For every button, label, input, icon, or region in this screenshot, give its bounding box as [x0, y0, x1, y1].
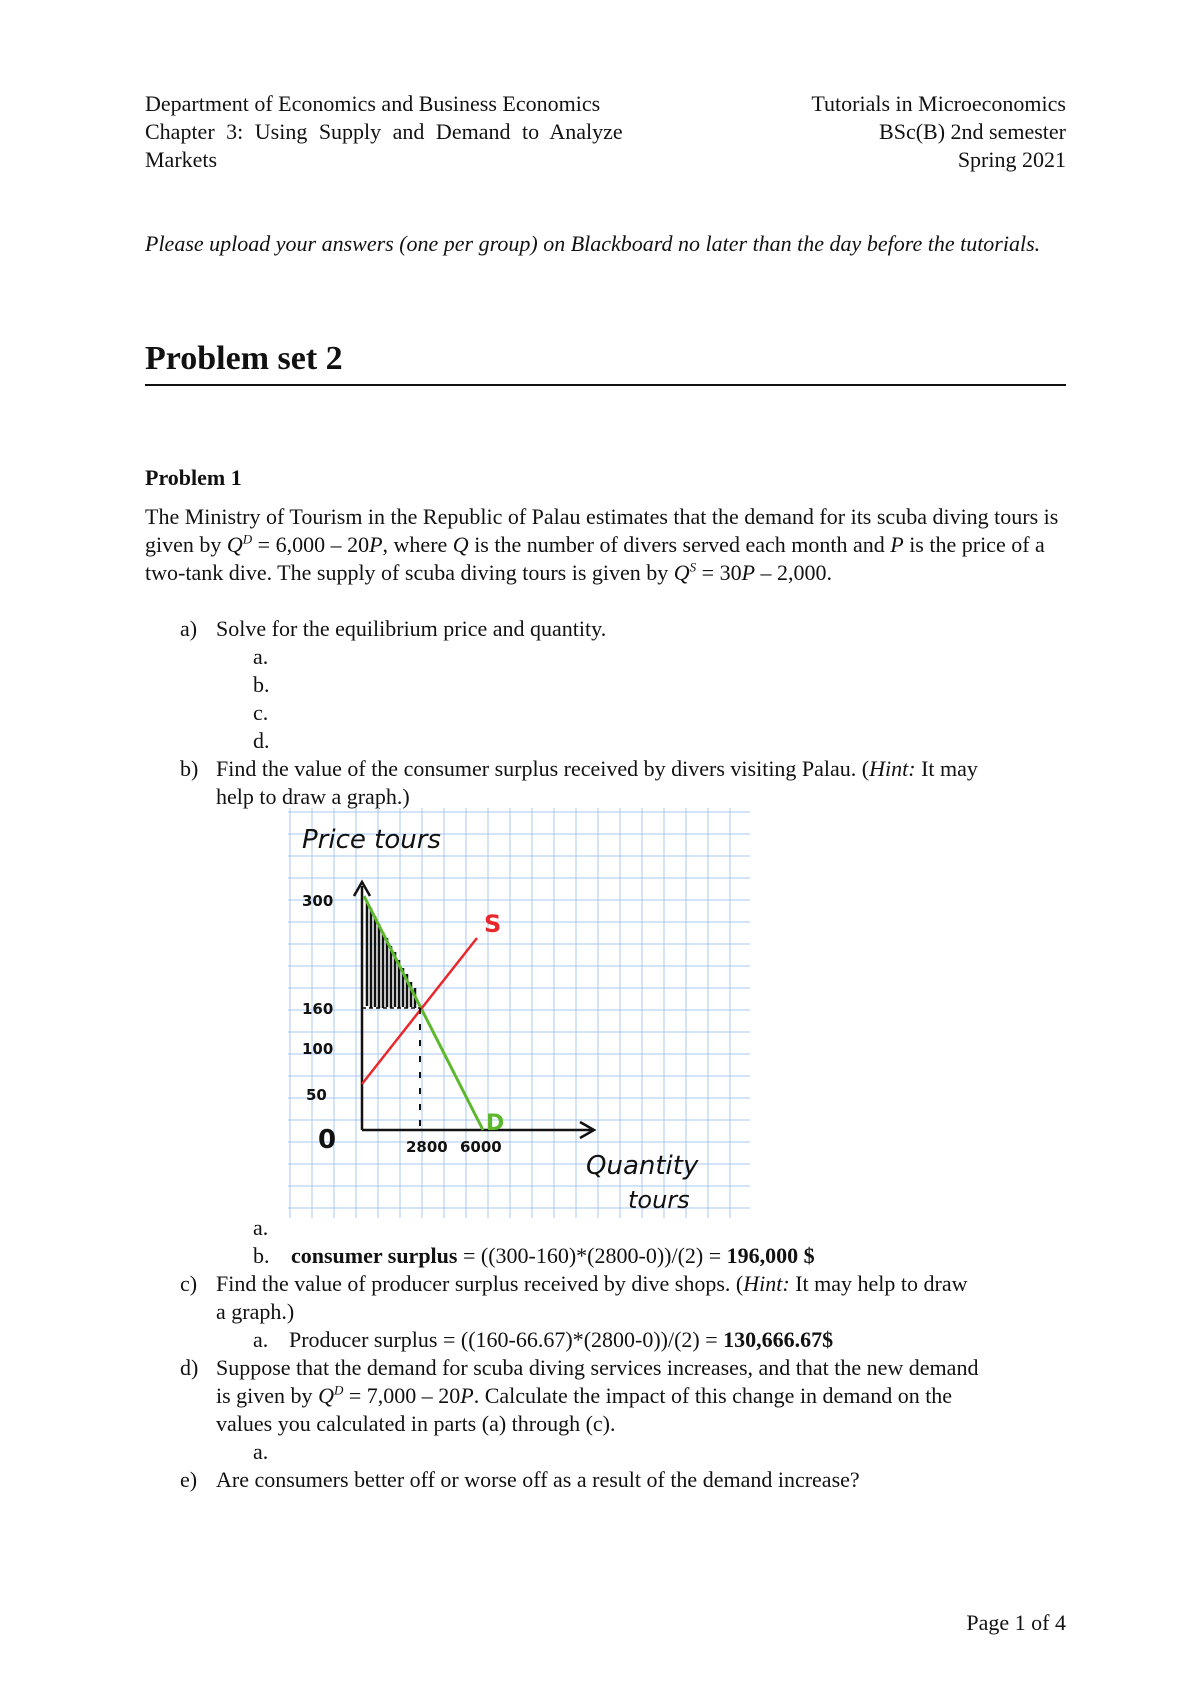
part-c-label: c) [180, 1271, 198, 1296]
part-d-label: d) [180, 1355, 199, 1380]
chapter-line-1: Chapter 3: Using Supply and Demand to Analyze [145, 119, 623, 144]
part-e-label: e) [180, 1467, 198, 1492]
part-e-text: Are consumers better off or worse off as a result of the demand increase? [216, 1467, 860, 1492]
part-d-text: = 7,000 – 20 [343, 1383, 461, 1408]
demand-label: D [486, 1111, 505, 1136]
consumer-surplus-value: 196,000 $ [726, 1243, 815, 1268]
x-tick-label: 6000 [460, 1138, 502, 1156]
part-b-sub-a: a. [253, 1215, 269, 1240]
part-c-text: Find the value of producer surplus received by dive shops. ( [216, 1271, 744, 1296]
page-title: Problem set 2 [145, 340, 343, 377]
x-axis-subtitle: tours [628, 1186, 690, 1214]
x-tick-label: 2800 [406, 1138, 448, 1156]
title-rule [145, 384, 1066, 386]
course-name: Tutorials in Microeconomics [811, 91, 1066, 116]
intro-text: The Ministry of Tourism in the Republic of Palau estimates that the demand for its scuba diving tours is given by [145, 504, 1059, 557]
part-c [180, 1270, 968, 1298]
intro-q: Q [673, 560, 690, 585]
part-d-p: P [460, 1383, 474, 1408]
part-d-text: is given by [216, 1383, 319, 1408]
part-d-text: Suppose that the demand for scuba diving services increases, and that the new demand [216, 1355, 979, 1380]
part-d-line3: values you calculated in parts (a) through (c). [216, 1411, 616, 1436]
part-d-text: . Calculate the impact of this change in demand on the [473, 1383, 953, 1408]
intro-text: is the number of divers served each month and [468, 532, 891, 557]
intro-text: = 30 [696, 560, 742, 585]
intro-p: P [369, 532, 383, 557]
producer-surplus-value: 130,666.67$ [723, 1327, 834, 1352]
part-a-sub: d. [253, 728, 270, 753]
part-d-d-sup: D [333, 1382, 344, 1398]
part-a-sub: a. [253, 644, 269, 669]
intro-text: , where [382, 532, 453, 557]
hint-label: Hint: [869, 756, 916, 781]
intro-text: is the price of a two-tank dive. The supply of scuba diving tours is given by [145, 532, 1045, 585]
part-d-line2 [216, 1382, 952, 1410]
part-c-line2: a graph.) [216, 1299, 295, 1324]
program-name: BSc(B) 2nd semester [879, 119, 1066, 144]
intro-q: Q [452, 532, 469, 557]
supply-label: S [484, 910, 502, 938]
part-b-label: b) [180, 756, 199, 781]
part-a-text: Solve for the equilibrium price and quantity. [216, 616, 607, 641]
part-e [180, 1466, 860, 1494]
intro-d-sup: D [242, 531, 253, 547]
part-a-sub: c. [253, 700, 269, 725]
term-name: Spring 2021 [957, 147, 1066, 172]
y-tick-label: 160 [302, 1000, 334, 1018]
producer-surplus-formula: Producer surplus = ((160-66.67)*(2800-0))/(2) = [289, 1327, 724, 1352]
demand-curve [364, 896, 483, 1130]
intro-text: = 6,000 – 20 [252, 532, 370, 557]
sub-label: a. [253, 1327, 269, 1352]
chapter-line-2: Markets [145, 147, 218, 172]
intro-p: P [890, 532, 904, 557]
part-b-text: Find the value of the consumer surplus received by divers visiting Palau. ( [216, 756, 870, 781]
intro-s-sup: S [689, 559, 697, 575]
intro-q: Q [226, 532, 243, 557]
y-tick-label: 100 [302, 1040, 334, 1058]
part-b-sub-b [253, 1242, 815, 1270]
part-a-label: a) [180, 616, 198, 641]
intro-text: – 2,000. [755, 560, 833, 585]
part-b-line2: help to draw a graph.) [216, 784, 410, 809]
consumer-surplus-label: consumer surplus [291, 1243, 458, 1268]
header-right [706, 90, 1066, 174]
part-c-text: It may help to draw [789, 1271, 968, 1296]
intro-p: P [741, 560, 756, 585]
consumer-surplus-formula: = ((300-160)*(2800-0))/(2) = [457, 1243, 727, 1268]
part-d [180, 1354, 978, 1382]
x-axis-title: Quantity [586, 1151, 699, 1181]
supply-demand-sketch [288, 808, 750, 1218]
upload-instructions: Please upload your answers (one per group) on Blackboard no later than the day before the tutorials. [145, 231, 1041, 256]
problem-heading: Problem 1 [145, 465, 242, 490]
department-name: Department of Economics and Business Economics [145, 91, 601, 116]
part-d-sub-a: a. [253, 1439, 269, 1464]
header-left [145, 90, 675, 174]
sub-label: b. [253, 1243, 270, 1268]
page-number: Page 1 of 4 [966, 1610, 1066, 1635]
y-tick-label: 50 [306, 1086, 327, 1104]
problem-intro [145, 503, 1070, 587]
y-tick-label: 300 [302, 892, 334, 910]
part-a [180, 615, 606, 643]
part-b-text: It may [915, 756, 978, 781]
part-b [180, 755, 978, 783]
part-a-sub: b. [253, 672, 270, 697]
hint-label: Hint: [743, 1271, 790, 1296]
origin-label: 0 [318, 1125, 337, 1155]
part-c-sub-a [253, 1326, 833, 1354]
part-d-q: Q [318, 1383, 334, 1408]
y-axis-title: Price tours [302, 825, 441, 855]
